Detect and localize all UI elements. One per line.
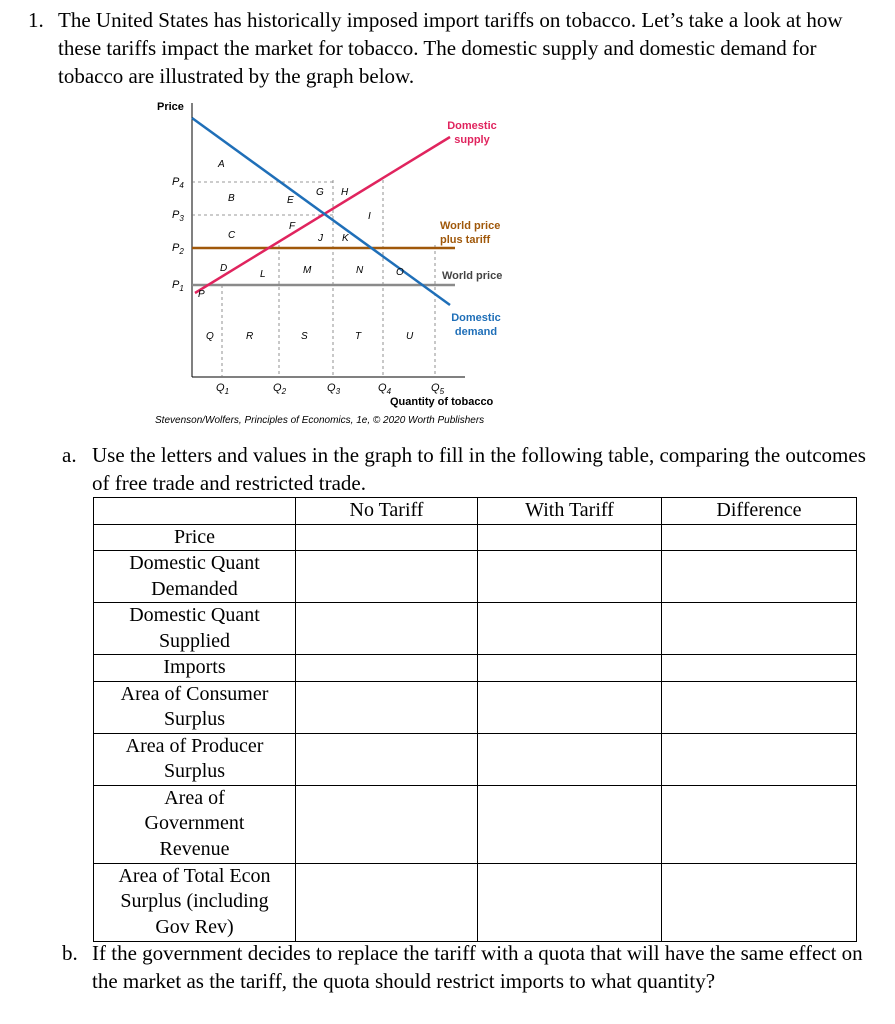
svg-text:Q2: $Q_2$	[273, 382, 287, 396]
p3-label: $P_3$	[172, 209, 184, 223]
table-cell[interactable]	[296, 681, 478, 733]
svg-text:C: C	[228, 230, 236, 241]
table-row	[94, 785, 857, 863]
p4-label: $P_4$	[172, 176, 184, 190]
table-row	[94, 681, 857, 733]
table-row	[94, 863, 857, 941]
table-cell[interactable]	[478, 655, 662, 682]
area-letters	[198, 159, 414, 342]
demand-label-1: Domestic	[451, 312, 501, 324]
tariff-label-2: plus tariff	[440, 234, 491, 246]
svg-text:K: K	[342, 233, 349, 244]
svg-text:Q1: $Q_1$	[216, 382, 230, 396]
row-label-government-revenue: Area of Government Revenue	[94, 785, 296, 863]
table-cell[interactable]	[296, 733, 478, 785]
table-header-blank	[94, 498, 296, 525]
y-axis-label: Price	[157, 101, 184, 113]
table-cell[interactable]	[662, 785, 857, 863]
p2-label: $P_2$	[172, 242, 184, 256]
supply-label-1: Domestic	[447, 120, 497, 132]
table-cell[interactable]	[478, 681, 662, 733]
row-label-total-surplus: Area of Total Econ Surplus (including Gov Rev)	[94, 863, 296, 941]
svg-text:D: D	[220, 263, 228, 274]
world-price-label: World price	[442, 270, 503, 282]
table-row	[94, 551, 857, 603]
table-cell[interactable]	[662, 733, 857, 785]
table-cell[interactable]	[662, 681, 857, 733]
table-cell[interactable]	[478, 733, 662, 785]
table-cell[interactable]	[478, 603, 662, 655]
table-cell[interactable]	[662, 603, 857, 655]
table-header-no-tariff: No Tariff	[296, 498, 478, 525]
svg-text:J: J	[318, 233, 323, 244]
table-cell[interactable]	[296, 603, 478, 655]
svg-text:U: U	[406, 331, 414, 342]
svg-text:R: R	[246, 331, 254, 342]
row-label-consumer-surplus: Area of Consumer Surplus	[94, 681, 296, 733]
table-row	[94, 655, 857, 682]
svg-text:O: O	[396, 267, 404, 278]
tariff-graph	[150, 95, 530, 440]
question-number: 1.	[28, 8, 44, 32]
row-label-quant-supplied: Domestic Quant Supplied	[94, 603, 296, 655]
table-cell[interactable]	[296, 524, 478, 551]
table-header-row	[94, 498, 857, 525]
row-label-imports: Imports	[94, 655, 296, 682]
svg-text:Q4: $Q_4$	[378, 382, 392, 396]
svg-text:Q3: $Q_3$	[327, 382, 341, 396]
svg-text:H: H	[341, 187, 349, 198]
row-label-price: Price	[94, 524, 296, 551]
part-b-text: If the government decides to replace the tariff with a quota that will have the same effect on the market as the tariff, the quota should restrict imports to what quantity?	[92, 941, 863, 993]
table-cell[interactable]	[662, 863, 857, 941]
table-row	[94, 733, 857, 785]
svg-text:B: B	[228, 193, 235, 204]
table-row	[94, 603, 857, 655]
row-label-producer-surplus: Area of Producer Surplus	[94, 733, 296, 785]
supply-label-2: supply	[454, 134, 490, 146]
table-cell[interactable]	[662, 524, 857, 551]
table-cell[interactable]	[478, 551, 662, 603]
demand-label-2: demand	[454, 326, 498, 338]
tariff-label-1: World price	[440, 220, 501, 232]
table-cell[interactable]	[296, 655, 478, 682]
table-cell[interactable]	[662, 551, 857, 603]
svg-text:L: L	[260, 269, 266, 280]
svg-text:S: S	[301, 331, 308, 342]
svg-text:Q: Q	[206, 331, 214, 342]
table-cell[interactable]	[296, 551, 478, 603]
svg-text:Q5: $Q_5$	[431, 382, 445, 396]
table-row	[94, 524, 857, 551]
table-cell[interactable]	[662, 655, 857, 682]
p1-label: $P_1$	[172, 279, 184, 293]
graph-credit: Stevenson/Wolfers, Principles of Economics, 1e, © 2020 Worth Publishers	[155, 415, 485, 426]
part-b-label: b.	[62, 941, 78, 965]
svg-text:T: T	[355, 331, 362, 342]
question-text: The United States has historically imposed import tariffs on tobacco. Let’s take a look at how these tariffs impact the market for tobacco. The domestic supply and domestic demand for tobacco are illustrated by the graph below.	[58, 8, 843, 88]
table-cell[interactable]	[478, 524, 662, 551]
svg-text:F: F	[289, 221, 296, 232]
svg-text:I: I	[368, 211, 371, 222]
table-header-with-tariff: With Tariff	[478, 498, 662, 525]
comparison-table	[93, 497, 857, 942]
domestic-supply-curve	[195, 137, 450, 293]
table-header-difference: Difference	[662, 498, 857, 525]
svg-text:A: A	[218, 159, 225, 170]
svg-text:G: G	[316, 187, 324, 198]
svg-text:P: P	[198, 289, 205, 300]
table-cell[interactable]	[478, 863, 662, 941]
x-axis-label: Quantity of tobacco	[390, 396, 494, 408]
svg-text:E: E	[287, 195, 294, 206]
row-label-quant-demanded: Domestic Quant Demanded	[94, 551, 296, 603]
table-cell[interactable]	[296, 863, 478, 941]
table-cell[interactable]	[296, 785, 478, 863]
quantity-labels	[216, 382, 445, 396]
price-labels	[172, 176, 184, 293]
table-cell[interactable]	[478, 785, 662, 863]
part-a-label: a.	[62, 443, 77, 467]
svg-text:M: M	[303, 265, 312, 276]
svg-text:N: N	[356, 265, 364, 276]
part-a-text: Use the letters and values in the graph to fill in the following table, comparing the outcomes of free trade and restricted trade.	[92, 443, 866, 495]
domestic-demand-curve	[192, 118, 450, 305]
guide-lines	[192, 180, 435, 377]
